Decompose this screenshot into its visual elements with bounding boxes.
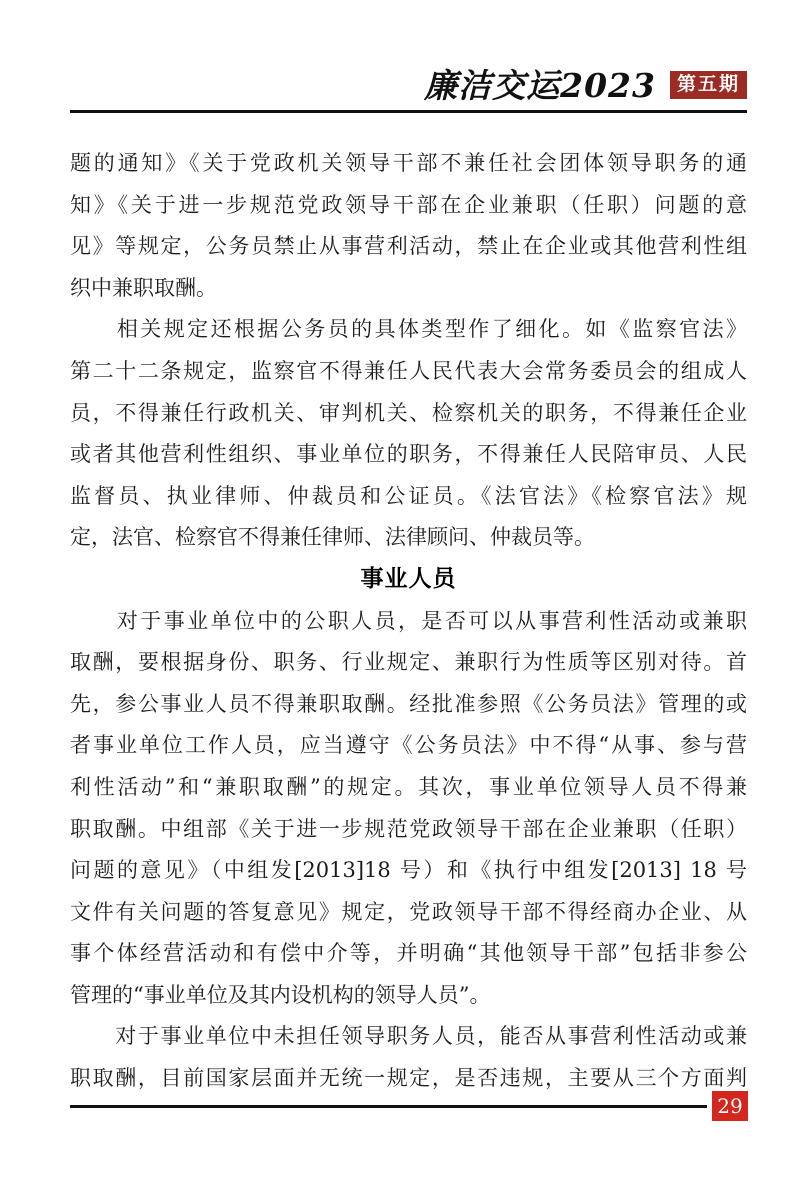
header-rule [70,110,747,113]
text-line: 员，不得兼任行政机关、审判机关、检察机关的职务，不得兼任企业 [70,400,747,425]
text-line: 织中兼职取酬。 [70,275,217,300]
text-line: 先，参公事业人员不得兼职取酬。经批准参照《公务员法》管理的或 [70,691,747,716]
issue-badge: 第五期 [670,71,747,99]
text-line: 职取酬，目前国家层面并无统一规定，是否违规，主要从三个方面判 [70,1066,747,1091]
text-line: 第二十二条规定，监察官不得兼任人民代表大会常务委员会的组成人 [70,358,747,383]
text-line: 知》《关于进一步规范党政领导干部在企业兼职（任职）问题的意 [70,192,747,217]
text-line: 监督员、执业律师、仲裁员和公证员。《法官法》《检察官法》规 [70,483,747,508]
text-line: 取酬，要根据身份、职务、行业规定、兼职行为性质等区别对待。首 [70,650,747,675]
text-line: 职取酬。中组部《关于进一步规范党政领导干部在企业兼职（任职） [70,816,747,841]
page-header [70,0,747,113]
text-line: 或者其他营利性组织、事业单位的职务，不得兼任人民陪审员、人民 [70,442,747,467]
masthead [70,62,747,108]
section-heading: 事业人员 [360,565,457,592]
text-line: 利性活动”和“兼职取酬”的规定。其次，事业单位领导人员不得兼 [70,774,747,799]
text-line: 者事业单位工作人员，应当遵守《公务员法》中不得“从事、参与营 [70,733,747,758]
text-line: 管理的“事业单位及其内设机构的领导人员”。 [70,982,491,1007]
footer-rule [70,1105,707,1108]
text-line: 对于事业单位中未担任领导职务人员，能否从事营利性活动或兼 [70,1024,747,1049]
text-line: 问题的意见》（中组发[2013]18 号）和《执行中组发[2013] 18 号 [70,858,747,883]
text-line: 文件有关问题的答复意见》规定，党政领导干部不得经商办企业、从 [70,899,747,924]
text-line: 对于事业单位中的公职人员，是否可以从事营利性活动或兼职 [70,608,747,633]
text-line: 定，法官、检察官不得兼任律师、法律顾问、仲裁员等。 [70,525,595,550]
page-number-badge: 29 [712,1091,748,1121]
text-line: 见》等规定，公务员禁止从事营利活动，禁止在企业或其他营利性组 [70,234,747,259]
page-footer [70,1091,748,1121]
text-line: 题的通知》《关于党政机关领导干部不兼任社会团体领导职务的通 [70,151,747,175]
text-line: 相关规定还根据公务员的具体类型作了细化。如《监察官法》 [70,317,747,342]
masthead-title: 廉洁交运2023 [424,65,656,105]
document-body [70,143,747,1100]
text-line: 事个体经营活动和有偿中介等，并明确“其他领导干部”包括非参公 [70,941,747,966]
